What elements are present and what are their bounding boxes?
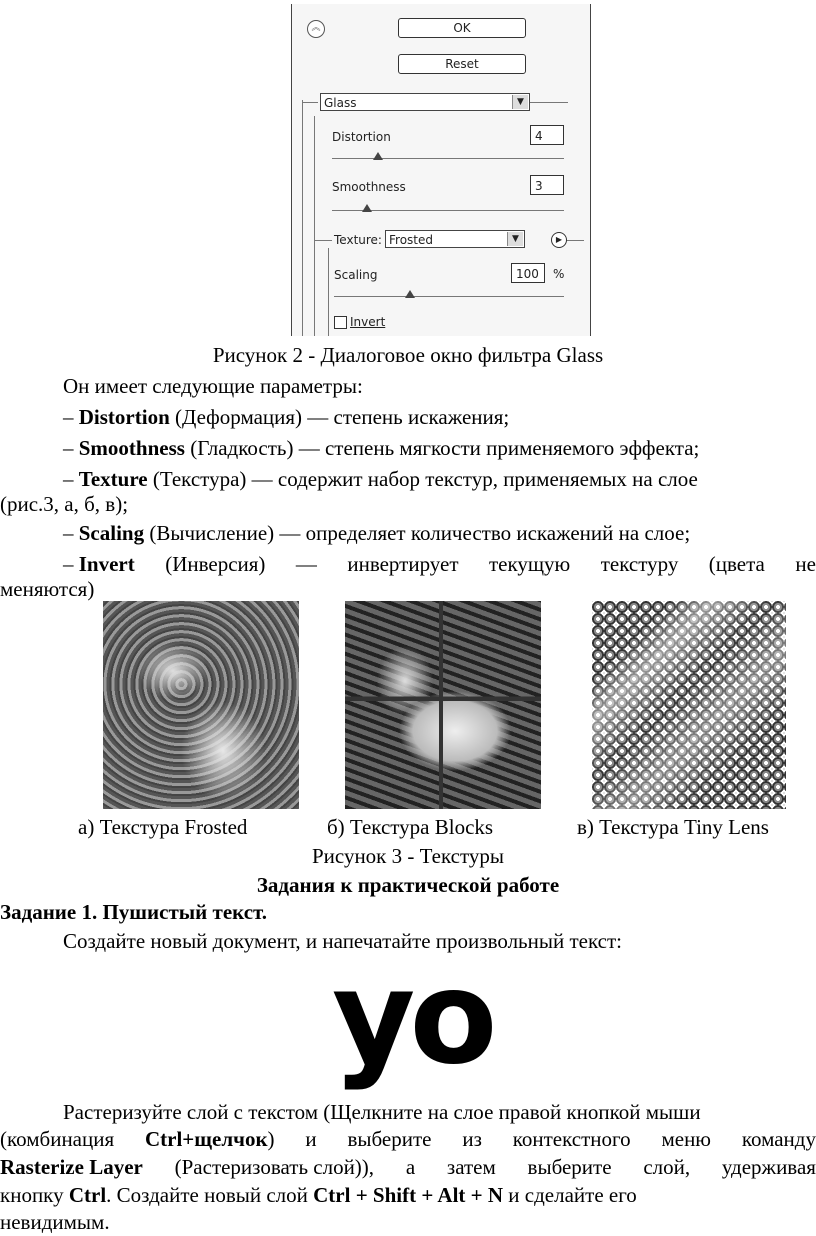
para-line-5: невидимым. [0,1210,110,1234]
section-title: Задания к практической работе [256,873,560,897]
filter-select-value: Glass [324,96,357,110]
param-term: Distortion [78,405,170,429]
chevron-down-icon: ▼ [512,95,528,109]
scaling-input[interactable]: 100 [511,263,545,283]
word: удерживая [721,1155,816,1179]
word: кнопку [0,1183,64,1207]
word: а [405,1155,416,1179]
percent-unit: % [553,267,565,281]
word: (Растеризовать слой)), [174,1155,375,1179]
dash: – [63,436,74,460]
chevron-down-icon: ▼ [507,232,523,246]
distortion-label: Distortion [332,130,391,144]
texture-blocks-image [345,601,541,809]
texture-label: Texture: [334,233,382,247]
dash: – [63,552,74,576]
text: и сделайте его [508,1183,637,1207]
distortion-input[interactable]: 4 [530,125,564,145]
word: не [795,552,816,576]
dash: – [63,467,74,491]
invert-checkbox[interactable] [334,316,347,329]
texture-select[interactable] [385,230,525,248]
distortion-slider-track[interactable] [332,158,564,159]
para-line-4 [0,1183,816,1208]
scaling-label: Scaling [334,268,378,282]
shortcut: Ctrl+щелчок [144,1127,268,1151]
shortcut: Ctrl [68,1183,107,1207]
sample-text-yo: yo [332,944,492,1093]
texture-tiny-lens-image [592,601,786,809]
param-term: Invert [78,552,135,576]
word: — [295,552,317,576]
scaling-slider-track[interactable] [334,296,564,297]
tree-line [566,240,584,241]
task1-text: Создайте новый документ, и напечатайте произвольный текст: [63,929,622,953]
filter-select[interactable] [320,93,530,111]
word: из [462,1127,482,1151]
tree-line [328,248,329,336]
word: выберите [527,1155,612,1179]
param-term-group [63,552,135,577]
word: затем [446,1155,496,1179]
tree-line [314,240,332,241]
texture-caption-a: а) Текстура Frosted [78,815,248,839]
word: (цвета [708,552,765,576]
dash: – [63,405,74,429]
word: и [305,1127,317,1151]
intro-text: Он имеет следующие параметры: [63,374,363,398]
param-term: Smoothness [78,436,185,460]
word: слой, [643,1155,691,1179]
param-invert [63,552,816,577]
task1-title: Задание 1. Пушистый текст. [0,900,268,924]
scaling-slider-handle[interactable] [405,290,415,298]
param-smoothness [63,436,816,461]
para-line-1: Растеризуйте слой с текстом (Щелкните на слое правой кнопкой мыши [63,1100,701,1124]
text: . Создайте новый слой [106,1183,308,1207]
param-term: Scaling [78,521,145,545]
smoothness-slider-handle[interactable] [362,204,372,212]
word: меню [661,1127,711,1151]
param-scaling [63,521,816,546]
texture-caption-b: б) Текстура Blocks [327,815,494,839]
word: текущую [488,552,571,576]
param-invert-cont: меняются) [0,577,95,601]
command-name: Rasterize Layer [0,1155,143,1179]
word-group [145,1127,275,1152]
dash: – [63,521,74,545]
param-desc: (Деформация) — степень искажения; [169,405,510,429]
collapse-icon[interactable]: ︽ [307,20,325,38]
word: ) [267,1127,275,1151]
param-term: Texture [78,467,148,491]
param-distortion [63,405,816,430]
invert-label: Invert [350,315,386,329]
reset-button[interactable]: Reset [398,54,526,74]
word: выберите [347,1127,432,1151]
texture-menu-icon[interactable]: ▶ [551,232,567,248]
word: команду [741,1127,816,1151]
tree-line [302,100,303,336]
word: (Инверсия) [165,552,266,576]
tree-line [528,102,568,103]
para-line-2 [0,1127,816,1152]
texture-select-value: Frosted [389,233,433,247]
param-texture [63,467,816,492]
word: (комбинация [0,1127,115,1151]
tree-line [314,116,315,336]
texture-caption-c: в) Текстура Tiny Lens [577,815,769,839]
figure2-caption: Рисунок 2 - Диалоговое окно фильтра Glass [212,343,604,367]
ok-button[interactable]: OK [398,18,526,38]
param-desc: (Гладкость) — степень мягкости применяемого эффекта; [184,436,700,460]
word: инвертирует [347,552,459,576]
param-texture-cont: (рис.3, а, б, в); [0,492,129,516]
shortcut: Ctrl + Shift + Alt + N [313,1183,504,1207]
para-line-3 [0,1155,816,1180]
param-desc: (Вычисление) — определяет количество искажений на слое; [144,521,691,545]
texture-frosted-image [103,601,299,809]
smoothness-input[interactable]: 3 [530,175,564,195]
param-desc: (Текстура) — содержит набор текстур, применяемых на слое [147,467,698,491]
figure3-caption: Рисунок 3 - Текстуры [311,844,504,868]
word: текстуру [600,552,679,576]
smoothness-label: Smoothness [332,180,406,194]
tree-line [302,102,318,103]
word: контекстного [512,1127,631,1151]
distortion-slider-handle[interactable] [373,152,383,160]
glass-filter-dialog [291,4,591,336]
